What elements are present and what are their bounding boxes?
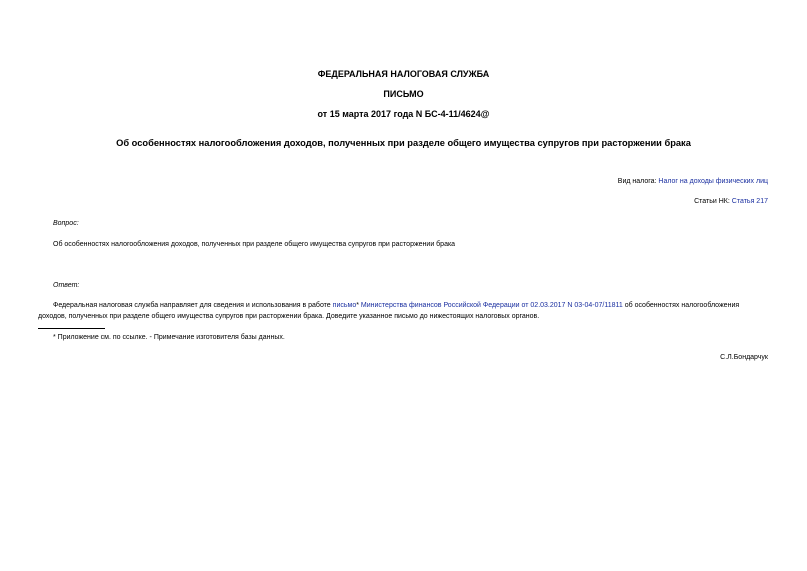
document-date-number: от 15 марта 2017 года N БС-4-11/4624@: [317, 109, 490, 119]
signature-name: С.Л.Бондарчук: [720, 354, 768, 361]
footnote-text: * Приложение см. по ссылке. - Примечание изготовителя базы данных.: [53, 334, 285, 341]
question-text: Об особенностях налогообложения доходов, полученных при разделе общего имущества супругов при расторжении брака: [53, 241, 456, 248]
answer-line-2: доходов, полученных при разделе общего имущества супругов при расторжении брака. Доведите указанное письмо до нижестоящих налоговых органов.: [38, 313, 540, 320]
tax-articles-label: Статьи НК:: [694, 198, 730, 205]
answer-line-1: [53, 301, 739, 311]
question-label: Вопрос:: [53, 220, 79, 227]
letter-link[interactable]: письмо: [332, 302, 357, 309]
answer-text-end: об особенностях налогообложения: [622, 302, 740, 309]
tax-articles-link[interactable]: Статья 217: [731, 198, 768, 205]
footnote-divider: [38, 328, 105, 329]
document-subject: Об особенностях налогообложения доходов, полученных при разделе общего имущества супругов при расторжении брака: [116, 138, 691, 148]
agency-name: ФЕДЕРАЛЬНАЯ НАЛОГОВАЯ СЛУЖБА: [317, 69, 490, 79]
tax-type-label: Вид налога:: [617, 178, 657, 185]
document-type: ПИСЬМО: [383, 89, 424, 99]
ministry-letter-link[interactable]: Министерства финансов Российской Федерации от 02.03.2017 N 03-04-07/11811: [360, 302, 623, 309]
answer-text-start: Федеральная налоговая служба направляет для сведения и использования в работе: [53, 302, 333, 309]
footnote-mark: *: [356, 302, 359, 309]
answer-label: Ответ:: [53, 282, 80, 289]
tax-type-line: [618, 177, 768, 187]
tax-articles-line: [694, 197, 768, 207]
tax-type-link[interactable]: Налог на доходы физических лиц: [658, 178, 768, 185]
